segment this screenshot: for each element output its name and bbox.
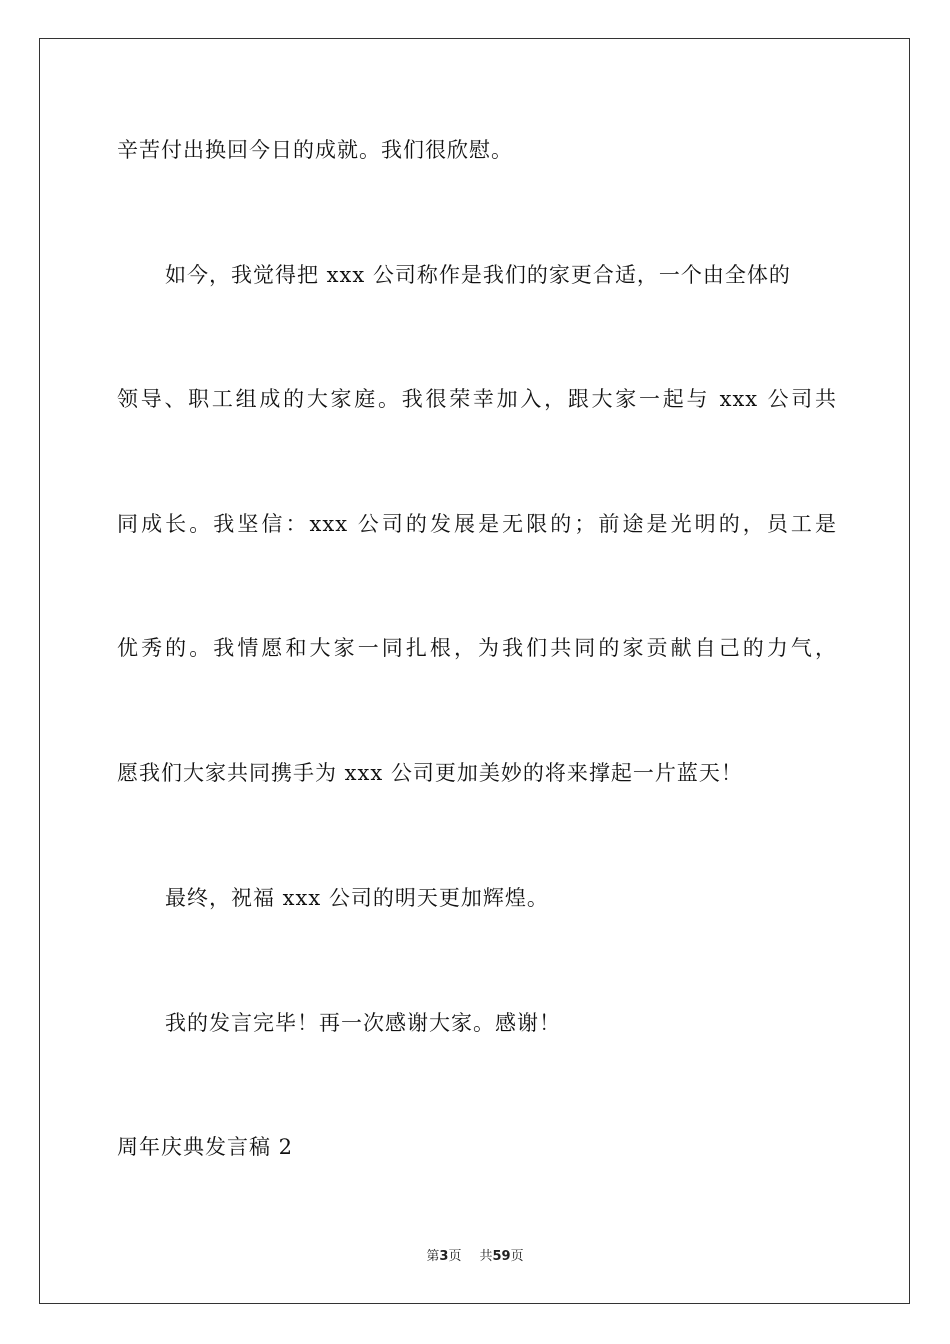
page-frame [39, 38, 910, 1304]
paragraph-line-5: 优秀的。我情愿和大家一同扎根，为我们共同的家贡献自己的力气， [117, 636, 837, 660]
paragraph-thanks: 我的发言完毕！再一次感谢大家。感谢！ [165, 1011, 561, 1035]
footer-total-prefix: 共 [479, 1249, 493, 1264]
section-heading: 周年庆典发言稿 2 [117, 1135, 294, 1159]
paragraph-line-6: 愿我们大家共同携手为 xxx 公司更加美妙的将来撑起一片蓝天！ [117, 761, 743, 785]
text-line-1: 辛苦付出换回今日的成就。我们很欣慰。 [117, 138, 513, 162]
paragraph-line-4: 同成长。我坚信：xxx 公司的发展是无限的；前途是光明的，员工是 [117, 512, 837, 536]
paragraph-closing-wish: 最终，祝福 xxx 公司的明天更加辉煌。 [165, 886, 549, 910]
footer-page-number: 3 [439, 1249, 449, 1264]
paragraph-line-3: 领导、职工组成的大家庭。我很荣幸加入，跟大家一起与 xxx 公司共 [117, 387, 837, 411]
footer-total-suffix: 页 [510, 1249, 524, 1264]
page-footer [0, 1248, 950, 1266]
paragraph-line-2: 如今，我觉得把 xxx 公司称作是我们的家更合适，一个由全体的 [165, 263, 791, 287]
footer-total-number: 59 [492, 1249, 511, 1264]
footer-page-prefix: 第 [426, 1249, 440, 1264]
footer-page-suffix: 页 [448, 1249, 462, 1264]
